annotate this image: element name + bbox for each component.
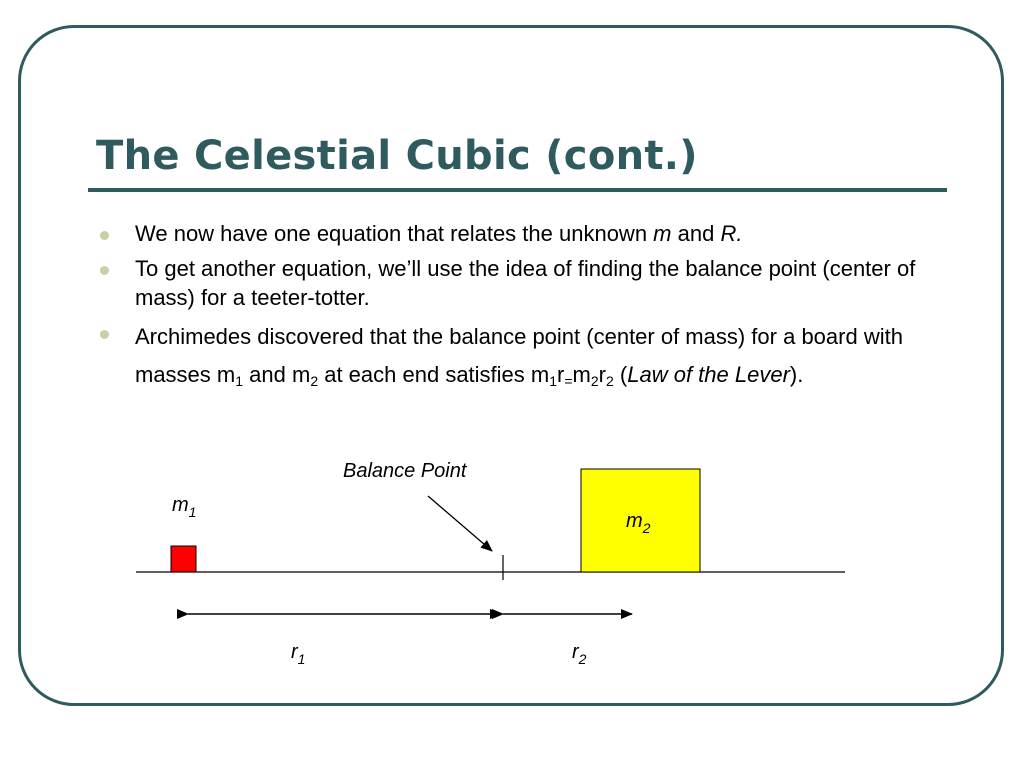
subscript: 2 [590, 373, 599, 389]
r1-label [291, 641, 305, 667]
bullet-3-part: ). [789, 362, 804, 387]
bullet-3-part: Archimedes discovered that the balance point (center of mass) for a board with masses m [135, 324, 903, 387]
bullet-1-var-m: m [653, 221, 672, 246]
bullet-3-part: r [557, 362, 565, 387]
bullet-3-part: r [598, 362, 606, 387]
bullet-1-and: and [671, 221, 721, 246]
law-of-lever-text: Law of the Lever [627, 362, 790, 387]
subscript: 2 [606, 373, 614, 389]
bullet-1-var-r: R. [720, 221, 743, 246]
bullet-3-part: ( [613, 362, 628, 387]
m1-label-sub: 1 [188, 504, 197, 520]
r2-label-main: r [572, 641, 579, 663]
m1-label-main: m [172, 494, 189, 516]
bullet-3-part: at each end satisfies m [318, 362, 550, 387]
m2-label-main: m [626, 510, 643, 532]
bullet-3-part: and m [243, 362, 311, 387]
subscript: = [564, 373, 573, 389]
r2-label-sub: 2 [578, 651, 587, 667]
bullet-3-part: m [572, 362, 591, 387]
balance-point-label: Balance Point [343, 460, 467, 482]
subscript: 1 [235, 373, 244, 389]
m2-label-sub: 2 [642, 520, 651, 536]
m1-label [172, 494, 196, 520]
subscript: 1 [549, 373, 558, 389]
r2-label [572, 641, 587, 667]
balance-point-pointer [428, 496, 492, 551]
slide-title: The Celestial Cubic (cont.) [96, 133, 698, 179]
r1-label-sub: 1 [297, 651, 306, 667]
bullet-1-text: We now have one equation that relates the unknown [135, 221, 654, 246]
r1-label-main: r [291, 641, 298, 663]
subscript: 2 [310, 373, 319, 389]
mass-m1-block [171, 546, 196, 572]
bullet-2-text: To get another equation, we’ll use the idea of finding the balance point (center of mass) for a teeter-totter. [135, 256, 916, 310]
